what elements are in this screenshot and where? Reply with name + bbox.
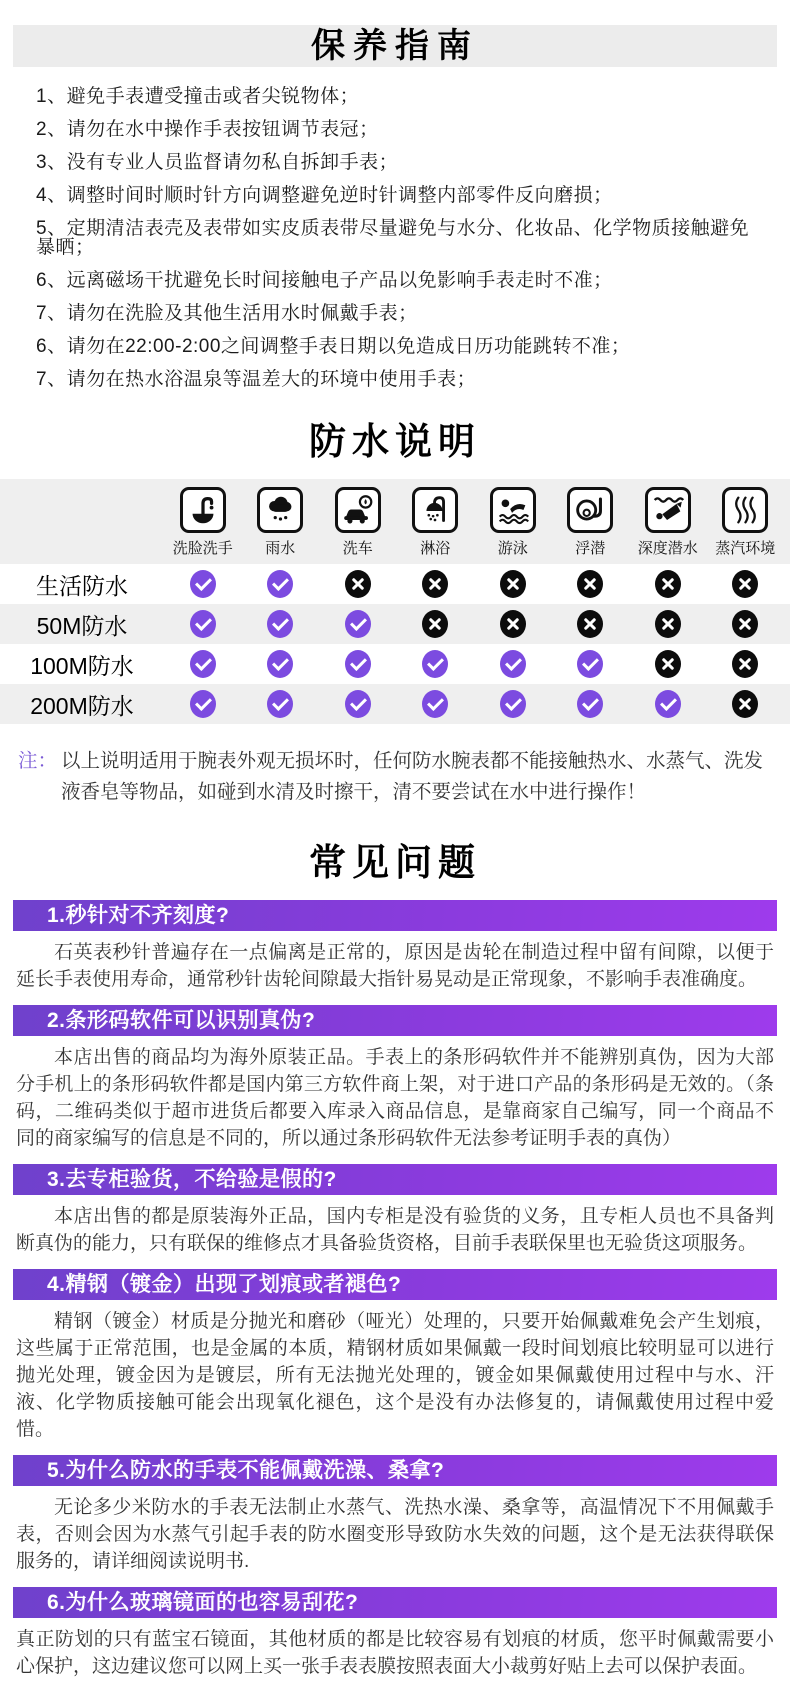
mark-icon (345, 690, 371, 718)
deep-diving-icon (645, 487, 691, 533)
mark-icon (655, 650, 681, 678)
faq-answer: 本店出售的都是原装海外正品，国内专柜是没有验货的义务，且专柜人员也不具备判断真伪的能力，只有联保的维修点才具备验货资格，目前手表联保里也无验货这项服务。 (16, 1206, 774, 1254)
faq-question-bar: 4.精钢（镀金）出现了划痕或者褪色? (13, 1269, 777, 1300)
waterproof-column-car-wash (319, 487, 397, 558)
waterproof-column-label: 洗脸洗手 (172, 540, 233, 557)
shower-icon (412, 487, 458, 533)
waterproof-row-label: 100M防水 (30, 652, 134, 679)
faq-answer: 本店出售的商品均为海外原装正品。手表上的条形码软件并不能辨别真伪，因为大部分手机上的条形码软件都是国内第三方软件商上架，对于进口产品的条形码是无效的。（条码，二维码类似于超市进货后都要入库录入商品信息，是靠商家自己编写，同一个商品不同的商家编写的信息是不同的，所以通过条形码软件无法参考证明手表的真伪） (16, 1047, 774, 1149)
waterproof-row-label: 50M防水 (36, 612, 128, 639)
care-guide-item: 5、定期清洁表壳及表带如实皮质表带尽量避免与水分、化妆品、化学物质接触避免暴晒； (36, 218, 750, 258)
waterproof-section (0, 411, 790, 808)
waterproof-row-100m (0, 644, 790, 684)
mark-icon (655, 610, 681, 638)
mark-icon (500, 650, 526, 678)
faq-item-4 (0, 1269, 790, 1443)
waterproof-column-label: 浮潜 (575, 540, 606, 557)
mark-icon (500, 610, 526, 638)
faq-item-5 (0, 1455, 790, 1575)
care-guide-title: 保养指南 (13, 25, 777, 67)
note-text: 以上说明适用于腕表外观无损坏时，任何防水腕表都不能接触热水、水蒸气、洗发液香皂等物品，如碰到水清及时擦干，清不要尝试在水中进行操作！ (61, 750, 764, 803)
mark-icon (577, 650, 603, 678)
mark-icon (732, 650, 758, 678)
faq-question-bar: 3.去专柜验货，不给验是假的? (13, 1164, 777, 1195)
swimmer-icon (490, 487, 536, 533)
faq-question-bar: 1.秒针对不齐刻度? (13, 900, 777, 931)
waterproof-column-label: 蒸汽环境 (715, 540, 776, 557)
faq-section (0, 832, 790, 1680)
waterproof-column-label: 洗车 (342, 540, 373, 557)
waterproof-title: 防水说明 (309, 421, 481, 462)
mark-icon (577, 570, 603, 598)
car-wash-icon (335, 487, 381, 533)
faq-item-6 (0, 1587, 790, 1680)
mark-icon (732, 570, 758, 598)
faq-question-bar: 5.为什么防水的手表不能佩戴洗澡、桑拿? (13, 1455, 777, 1486)
waterproof-table-header (0, 479, 790, 564)
faq-answer: 精钢（镀金）材质是分抛光和磨砂（哑光）处理的，只要开始佩戴难免会产生划痕，这些属于正常范围，也是金属的本质，精钢材质如果佩戴一段时间划痕比较明显可以进行抛光处理，镀金因为是镀层，所有无法抛光处理的，镀金如果佩戴使用过程中与水、汗液、化学物质接触可能会出现氧化褪色，这个是没有办法修复的，请佩戴使用过程中爱惜。 (16, 1311, 774, 1440)
faq-item-1 (0, 900, 790, 993)
mark-icon (267, 610, 293, 638)
waterproof-column-deep-dive (629, 487, 707, 558)
mark-icon (267, 690, 293, 718)
waterproof-row-50m (0, 604, 790, 644)
care-guide-item: 6、远离磁场干扰避免长时间接触电子产品以免影响手表走时不准； (36, 270, 613, 291)
mark-icon (190, 690, 216, 718)
mark-icon (500, 690, 526, 718)
waterproof-table (0, 479, 790, 724)
mark-icon (422, 650, 448, 678)
note-label: 注： (18, 750, 58, 772)
mark-icon (345, 570, 371, 598)
mark-icon (422, 570, 448, 598)
mark-icon (577, 690, 603, 718)
mark-icon (500, 570, 526, 598)
steam-icon (722, 487, 768, 533)
faq-answer: 无论多少米防水的手表无法制止水蒸气、洗热水澡、桑拿等，高温情况下不用佩戴手表，否则会因为水蒸气引起手表的防水圈变形导致防水失效的问题，这个是无法获得联保服务的，请详细阅读说明书. (16, 1497, 774, 1572)
waterproof-column-rain (242, 487, 320, 558)
faq-question-bar: 6.为什么玻璃镜面的也容易刮花? (13, 1587, 777, 1618)
faq-item-3 (0, 1164, 790, 1257)
care-guide-item: 1、避免手表遭受撞击或者尖锐物体； (36, 86, 360, 107)
care-guide-item: 4、调整时间时顺时针方向调整避免逆时针调整内部零件反向磨损； (36, 185, 613, 206)
mark-icon (732, 610, 758, 638)
mark-icon (190, 650, 216, 678)
waterproof-column-label: 游泳 (497, 540, 528, 557)
faq-question-bar: 2.条形码软件可以识别真伪? (13, 1005, 777, 1036)
waterproof-column-label: 雨水 (265, 540, 296, 557)
waterproof-column-label: 深度潜水 (637, 540, 698, 557)
waterproof-row-label: 200M防水 (30, 692, 134, 719)
waterproof-column-shower (397, 487, 475, 558)
faq-answer: 真正防划的只有蓝宝石镜面，其他材质的都是比较容易有划痕的材质，您平时佩戴需要小心保护，这边建议您可以网上买一张手表表膜按照表面大小裁剪好贴上去可以保护表面。 (16, 1629, 774, 1677)
waterproof-column-label: 淋浴 (420, 540, 451, 557)
care-guide-section (0, 25, 790, 389)
waterproof-column-face-wash (164, 487, 242, 558)
waterproof-row-label: 生活防水 (36, 572, 128, 599)
waterproof-column-snorkel (552, 487, 630, 558)
mark-icon (190, 570, 216, 598)
faucet-icon (180, 487, 226, 533)
care-guide-list (36, 87, 760, 389)
mark-icon (655, 570, 681, 598)
mark-icon (345, 610, 371, 638)
care-guide-item: 6、请勿在22:00-2:00之间调整手表日期以免造成日历功能跳转不准； (36, 336, 631, 357)
faq-title: 常见问题 (309, 842, 481, 883)
mark-icon (190, 610, 216, 638)
faq-answer: 石英表秒针普遍存在一点偏离是正常的，原因是齿轮在制造过程中留有间隙，以便于延长手表使用寿命，通常秒针齿轮间隙最大指针易晃动是正常现象，不影响手表准确度。 (16, 942, 774, 990)
mark-icon (577, 610, 603, 638)
waterproof-note (18, 746, 772, 808)
care-guide-item: 7、请勿在洗脸及其他生活用水时佩戴手表； (36, 303, 418, 324)
mark-icon (422, 690, 448, 718)
mark-icon (732, 690, 758, 718)
snorkel-icon (567, 487, 613, 533)
mark-icon (267, 570, 293, 598)
care-guide-item: 7、请勿在热水浴温泉等温差大的环境中使用手表； (36, 369, 477, 390)
mark-icon (345, 650, 371, 678)
waterproof-column-swim (474, 487, 552, 558)
waterproof-column-steam (707, 487, 785, 558)
rain-cloud-icon (257, 487, 303, 533)
waterproof-row-daily (0, 564, 790, 604)
mark-icon (267, 650, 293, 678)
waterproof-row-200m (0, 684, 790, 724)
care-guide-item: 2、请勿在水中操作手表按钮调节表冠； (36, 119, 379, 140)
mark-icon (655, 690, 681, 718)
care-guide-item: 3、没有专业人员监督请勿私自拆卸手表； (36, 152, 399, 173)
faq-item-2 (0, 1005, 790, 1152)
mark-icon (422, 610, 448, 638)
